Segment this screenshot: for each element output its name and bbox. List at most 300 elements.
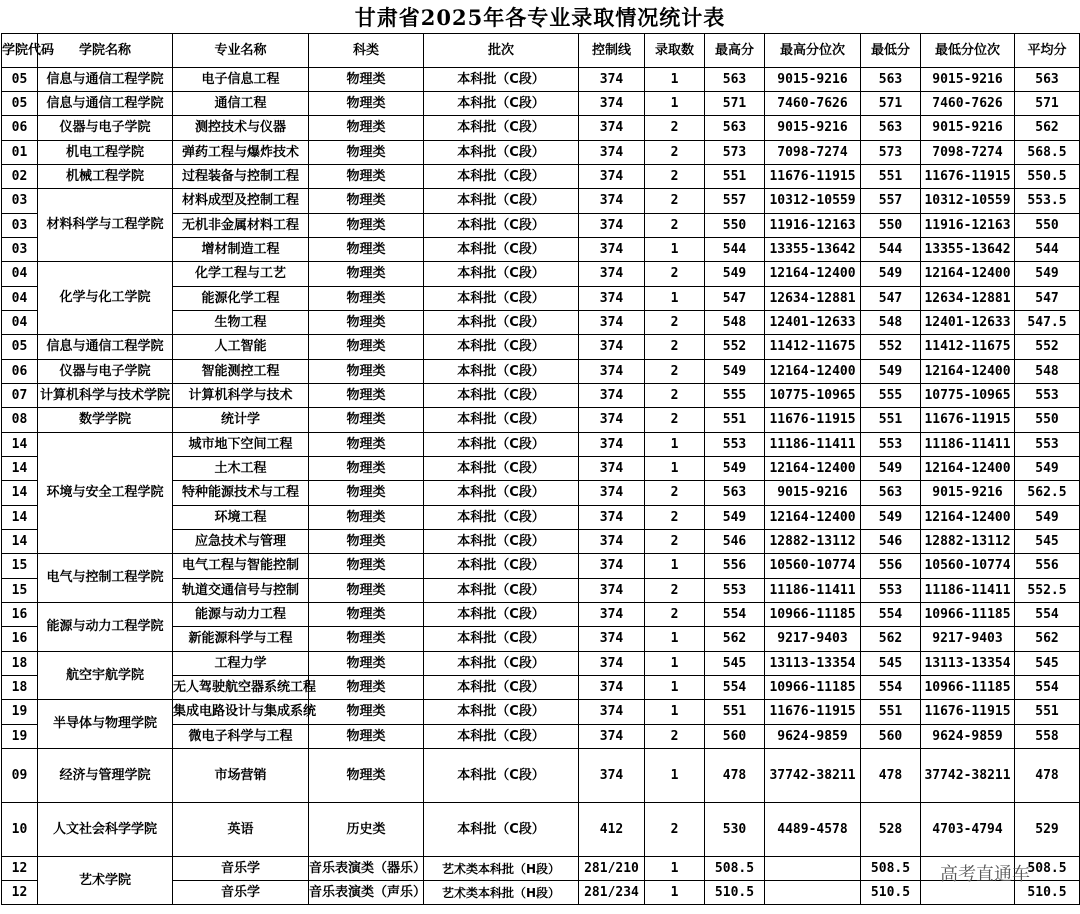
table-cell: 549 (1015, 457, 1080, 481)
table-cell: 音乐学 (173, 857, 309, 881)
table-cell: 549 (861, 262, 921, 287)
college-name-cell: 信息与通信工程学院 (38, 92, 173, 116)
table-row (2, 116, 1080, 141)
table-cell: 547 (1015, 287, 1080, 311)
column-header: 科类 (309, 34, 424, 68)
table-cell: 1 (645, 554, 705, 579)
table-cell: 物理类 (309, 481, 424, 506)
college-name-cell: 机械工程学院 (38, 165, 173, 189)
table-cell: 478 (1015, 749, 1080, 803)
table-cell: 374 (579, 408, 645, 433)
table-cell: 土木工程 (173, 457, 309, 481)
column-header: 学院代码 (2, 34, 38, 68)
table-cell: 05 (2, 68, 38, 92)
table-cell: 本科批（C段） (424, 238, 579, 262)
column-header: 专业名称 (173, 34, 309, 68)
table-cell: 10560-10774 (765, 554, 861, 579)
table-cell: 物理类 (309, 700, 424, 725)
table-cell: 551 (861, 700, 921, 725)
table-cell: 281/210 (579, 857, 645, 881)
table-cell: 10312-10559 (921, 189, 1015, 214)
college-name-cell: 半导体与物理学院 (38, 700, 173, 749)
table-cell: 13113-13354 (765, 652, 861, 676)
college-name-cell: 机电工程学院 (38, 141, 173, 165)
table-cell: 374 (579, 116, 645, 141)
table-cell: 374 (579, 627, 645, 652)
table-cell: 551 (705, 165, 765, 189)
table-cell: 物理类 (309, 408, 424, 433)
table-cell: 2 (645, 506, 705, 530)
table-cell: 374 (579, 481, 645, 506)
table-cell: 508.5 (705, 857, 765, 881)
column-header: 最高分位次 (765, 34, 861, 68)
table-cell: 特种能源技术与工程 (173, 481, 309, 506)
table-cell: 571 (861, 92, 921, 116)
table-cell: 本科批（C段） (424, 165, 579, 189)
table-cell: 1 (645, 881, 705, 905)
table-cell: 本科批（C段） (424, 189, 579, 214)
table-cell: 10966-11185 (921, 603, 1015, 627)
table-cell: 9217-9403 (921, 627, 1015, 652)
table-cell: 544 (705, 238, 765, 262)
table-cell (765, 857, 861, 881)
table-cell: 物理类 (309, 433, 424, 457)
watermark-text: 高考直通车 (940, 864, 1030, 885)
table-row (2, 360, 1080, 384)
table-cell: 374 (579, 92, 645, 116)
table-cell: 04 (2, 262, 38, 287)
table-cell: 478 (705, 749, 765, 803)
table-cell: 本科批（C段） (424, 116, 579, 141)
table-cell: 562 (1015, 116, 1080, 141)
table-cell: 547.5 (1015, 311, 1080, 335)
table-cell: 音乐表演类（声乐） (309, 881, 424, 905)
table-cell: 11186-11411 (765, 433, 861, 457)
table-cell: 374 (579, 579, 645, 603)
table-cell: 物理类 (309, 652, 424, 676)
table-cell: 568.5 (1015, 141, 1080, 165)
table-row (2, 857, 1080, 881)
table-cell: 物理类 (309, 141, 424, 165)
table-cell: 1 (645, 287, 705, 311)
table-cell: 14 (2, 530, 38, 554)
table-cell: 555 (861, 384, 921, 408)
table-cell: 材料成型及控制工程 (173, 189, 309, 214)
table-cell: 集成电路设计与集成系统 (173, 700, 309, 725)
table-cell: 12882-13112 (765, 530, 861, 554)
table-cell: 18 (2, 676, 38, 700)
table-cell: 562 (705, 627, 765, 652)
table-cell: 12164-12400 (765, 262, 861, 287)
table-cell: 11676-11915 (921, 165, 1015, 189)
table-cell: 04 (2, 311, 38, 335)
table-cell: 2 (645, 384, 705, 408)
table-cell: 374 (579, 165, 645, 189)
table-cell: 12 (2, 857, 38, 881)
table-cell: 9015-9216 (765, 68, 861, 92)
table-cell: 374 (579, 652, 645, 676)
table-cell (765, 881, 861, 905)
table-cell: 544 (861, 238, 921, 262)
table-cell: 10 (2, 803, 38, 857)
table-cell: 本科批（C段） (424, 579, 579, 603)
table-cell: 2 (645, 530, 705, 554)
table-cell: 本科批（C段） (424, 68, 579, 92)
table-cell: 人工智能 (173, 335, 309, 360)
table-cell: 12164-12400 (765, 360, 861, 384)
table-cell: 本科批（C段） (424, 360, 579, 384)
table-cell: 374 (579, 725, 645, 749)
table-cell: 571 (1015, 92, 1080, 116)
college-name-cell: 化学与化工学院 (38, 262, 173, 335)
table-row (2, 652, 1080, 676)
table-cell: 工程力学 (173, 652, 309, 676)
table-cell: 37742-38211 (765, 749, 861, 803)
table-cell: 19 (2, 700, 38, 725)
table-row (2, 433, 1080, 457)
table-row (2, 554, 1080, 579)
table-cell: 本科批（C段） (424, 506, 579, 530)
table-cell: 1 (645, 676, 705, 700)
table-cell: 374 (579, 214, 645, 238)
table-cell: 2 (645, 803, 705, 857)
table-cell: 11676-11915 (921, 408, 1015, 433)
table-cell: 508.5 (861, 857, 921, 881)
table-cell: 03 (2, 214, 38, 238)
table-cell: 06 (2, 116, 38, 141)
table-cell: 07 (2, 384, 38, 408)
admission-table (1, 33, 1080, 905)
table-cell: 12164-12400 (921, 506, 1015, 530)
table-cell: 1 (645, 700, 705, 725)
table-cell: 2 (645, 360, 705, 384)
table-cell: 1 (645, 457, 705, 481)
table-cell: 9624-9859 (765, 725, 861, 749)
table-cell: 9015-9216 (921, 481, 1015, 506)
table-cell: 544 (1015, 238, 1080, 262)
college-name-cell: 信息与通信工程学院 (38, 68, 173, 92)
table-cell: 市场营销 (173, 749, 309, 803)
column-header: 平均分 (1015, 34, 1080, 68)
table-cell: 12164-12400 (765, 457, 861, 481)
table-cell: 本科批（C段） (424, 481, 579, 506)
table-cell: 城市地下空间工程 (173, 433, 309, 457)
table-cell: 艺术类本科批（H段） (424, 881, 579, 905)
table-cell: 552 (1015, 335, 1080, 360)
table-cell: 应急技术与管理 (173, 530, 309, 554)
table-cell: 7460-7626 (921, 92, 1015, 116)
table-cell: 本科批（C段） (424, 335, 579, 360)
college-name-cell: 数学学院 (38, 408, 173, 433)
table-cell: 08 (2, 408, 38, 433)
table-cell: 本科批（C段） (424, 214, 579, 238)
table-cell: 物理类 (309, 116, 424, 141)
table-cell: 本科批（C段） (424, 530, 579, 554)
table-cell: 物理类 (309, 530, 424, 554)
table-cell: 11676-11915 (765, 165, 861, 189)
table-cell: 本科批（C段） (424, 311, 579, 335)
table-cell: 7460-7626 (765, 92, 861, 116)
table-row (2, 141, 1080, 165)
table-cell: 物理类 (309, 360, 424, 384)
table-cell: 12164-12400 (765, 506, 861, 530)
table-cell: 2 (645, 408, 705, 433)
table-cell: 2 (645, 725, 705, 749)
table-cell: 1 (645, 627, 705, 652)
table-row (2, 700, 1080, 725)
table-cell: 12634-12881 (921, 287, 1015, 311)
table-cell: 9015-9216 (921, 116, 1015, 141)
table-cell: 547 (705, 287, 765, 311)
table-cell: 16 (2, 603, 38, 627)
table-cell: 571 (705, 92, 765, 116)
table-cell: 本科批（C段） (424, 262, 579, 287)
table-cell: 412 (579, 803, 645, 857)
table-cell: 物理类 (309, 627, 424, 652)
table-row (2, 603, 1080, 627)
table-cell: 1 (645, 238, 705, 262)
table-cell: 物理类 (309, 189, 424, 214)
table-cell: 552 (861, 335, 921, 360)
table-cell: 13355-13642 (921, 238, 1015, 262)
table-cell: 物理类 (309, 68, 424, 92)
table-cell: 573 (705, 141, 765, 165)
table-cell: 物理类 (309, 579, 424, 603)
table-cell: 电子信息工程 (173, 68, 309, 92)
table-row (2, 68, 1080, 92)
table-cell: 物理类 (309, 262, 424, 287)
table-cell: 2 (645, 579, 705, 603)
table-cell: 10560-10774 (921, 554, 1015, 579)
table-cell: 1 (645, 857, 705, 881)
table-cell: 10966-11185 (765, 603, 861, 627)
table-cell: 12164-12400 (921, 360, 1015, 384)
table-cell: 547 (861, 287, 921, 311)
table-cell: 4489-4578 (765, 803, 861, 857)
table-cell: 过程装备与控制工程 (173, 165, 309, 189)
table-cell: 无机非金属材料工程 (173, 214, 309, 238)
table-cell: 物理类 (309, 603, 424, 627)
table-row (2, 408, 1080, 433)
table-cell: 2 (645, 165, 705, 189)
table-row (2, 189, 1080, 214)
table-cell: 553 (861, 433, 921, 457)
table-cell: 2 (645, 214, 705, 238)
college-name-cell: 能源与动力工程学院 (38, 603, 173, 652)
table-cell: 563 (705, 481, 765, 506)
table-cell: 11186-11411 (921, 433, 1015, 457)
table-cell: 563 (861, 116, 921, 141)
table-cell: 562 (1015, 627, 1080, 652)
table-cell: 545 (861, 652, 921, 676)
table-cell: 物理类 (309, 214, 424, 238)
table-cell: 物理类 (309, 92, 424, 116)
table-cell: 1 (645, 92, 705, 116)
table-cell: 04 (2, 287, 38, 311)
table-cell: 563 (705, 116, 765, 141)
table-cell: 560 (705, 725, 765, 749)
table-cell: 374 (579, 189, 645, 214)
table-cell: 10966-11185 (765, 676, 861, 700)
table-cell: 1 (645, 433, 705, 457)
table-cell: 374 (579, 262, 645, 287)
college-name-cell: 信息与通信工程学院 (38, 335, 173, 360)
table-cell: 本科批（C段） (424, 652, 579, 676)
table-cell: 电气工程与智能控制 (173, 554, 309, 579)
column-header: 最低分位次 (921, 34, 1015, 68)
table-cell: 11186-11411 (921, 579, 1015, 603)
college-name-cell: 人文社会科学学院 (38, 803, 173, 857)
table-cell: 12 (2, 881, 38, 905)
table-cell: 10775-10965 (921, 384, 1015, 408)
table-cell: 548 (1015, 360, 1080, 384)
table-cell: 529 (1015, 803, 1080, 857)
table-cell: 微电子科学与工程 (173, 725, 309, 749)
table-cell: 11186-11411 (765, 579, 861, 603)
table-cell: 12164-12400 (921, 262, 1015, 287)
column-header: 学院名称 (38, 34, 173, 68)
table-cell: 物理类 (309, 676, 424, 700)
table-cell: 11916-12163 (765, 214, 861, 238)
table-cell: 统计学 (173, 408, 309, 433)
table-cell: 552 (705, 335, 765, 360)
table-cell: 1 (645, 749, 705, 803)
table-cell: 37742-38211 (921, 749, 1015, 803)
table-cell: 510.5 (705, 881, 765, 905)
table-cell: 11412-11675 (765, 335, 861, 360)
table-cell: 508.5 (1015, 857, 1080, 881)
table-cell: 03 (2, 189, 38, 214)
table-cell: 9217-9403 (765, 627, 861, 652)
table-cell: 轨道交通信号与控制 (173, 579, 309, 603)
table-cell: 本科批（C段） (424, 803, 579, 857)
table-cell: 2 (645, 141, 705, 165)
table-cell: 10966-11185 (921, 676, 1015, 700)
table-cell: 05 (2, 335, 38, 360)
table-cell: 548 (705, 311, 765, 335)
table-cell: 549 (1015, 506, 1080, 530)
table-cell: 音乐学 (173, 881, 309, 905)
table-cell: 563 (861, 481, 921, 506)
table-row (2, 335, 1080, 360)
table-cell: 545 (705, 652, 765, 676)
table-cell: 物理类 (309, 384, 424, 408)
table-cell: 14 (2, 506, 38, 530)
page-title: 甘肃省2025年各专业录取情况统计表 (354, 5, 726, 30)
table-cell: 549 (705, 506, 765, 530)
table-cell: 历史类 (309, 803, 424, 857)
table-cell: 557 (705, 189, 765, 214)
table-cell: 新能源科学与工程 (173, 627, 309, 652)
table-cell: 通信工程 (173, 92, 309, 116)
college-name-cell: 材料科学与工程学院 (38, 189, 173, 262)
table-cell: 554 (705, 603, 765, 627)
table-cell: 14 (2, 457, 38, 481)
table-cell: 551 (861, 408, 921, 433)
college-name-cell: 仪器与电子学院 (38, 360, 173, 384)
table-cell: 9015-9216 (765, 116, 861, 141)
table-cell: 物理类 (309, 554, 424, 579)
table-row (2, 803, 1080, 857)
column-header: 录取数 (645, 34, 705, 68)
table-cell: 553 (705, 433, 765, 457)
table-cell: 11676-11915 (921, 700, 1015, 725)
table-cell: 554 (705, 676, 765, 700)
table-cell: 374 (579, 457, 645, 481)
table-cell: 本科批（C段） (424, 603, 579, 627)
table-cell: 374 (579, 554, 645, 579)
table-cell: 15 (2, 554, 38, 579)
table-cell: 09 (2, 749, 38, 803)
table-cell: 物理类 (309, 165, 424, 189)
table-cell: 545 (1015, 530, 1080, 554)
table-cell: 14 (2, 433, 38, 457)
table-cell: 本科批（C段） (424, 554, 579, 579)
column-header: 最低分 (861, 34, 921, 68)
table-cell: 物理类 (309, 725, 424, 749)
table-cell: 553.5 (1015, 189, 1080, 214)
table-cell: 本科批（C段） (424, 676, 579, 700)
table-cell: 19 (2, 725, 38, 749)
table-cell: 2 (645, 311, 705, 335)
table-cell: 生物工程 (173, 311, 309, 335)
table-cell: 环境工程 (173, 506, 309, 530)
table-cell: 551 (1015, 700, 1080, 725)
table-cell: 573 (861, 141, 921, 165)
table-cell: 03 (2, 238, 38, 262)
table-cell: 10775-10965 (765, 384, 861, 408)
college-name-cell: 环境与安全工程学院 (38, 433, 173, 554)
table-cell: 11676-11915 (765, 700, 861, 725)
table-cell: 374 (579, 335, 645, 360)
table-cell: 374 (579, 433, 645, 457)
table-cell: 本科批（C段） (424, 725, 579, 749)
table-cell: 374 (579, 68, 645, 92)
table-cell: 545 (1015, 652, 1080, 676)
table-cell: 2 (645, 116, 705, 141)
table-cell: 553 (861, 579, 921, 603)
table-cell: 增材制造工程 (173, 238, 309, 262)
table-cell: 2 (645, 189, 705, 214)
table-cell: 562 (861, 627, 921, 652)
table-cell: 374 (579, 700, 645, 725)
table-cell: 9015-9216 (765, 481, 861, 506)
table-cell: 374 (579, 360, 645, 384)
table-cell: 12164-12400 (921, 457, 1015, 481)
table-cell: 563 (1015, 68, 1080, 92)
table-cell: 1 (645, 652, 705, 676)
table-cell: 12882-13112 (921, 530, 1015, 554)
table-cell: 本科批（C段） (424, 384, 579, 408)
table-cell: 02 (2, 165, 38, 189)
table-cell: 本科批（C段） (424, 749, 579, 803)
table-cell: 556 (1015, 554, 1080, 579)
table-cell: 2 (645, 335, 705, 360)
table-cell: 英语 (173, 803, 309, 857)
table-cell: 7098-7274 (921, 141, 1015, 165)
table-cell: 本科批（C段） (424, 408, 579, 433)
table-cell: 549 (1015, 262, 1080, 287)
table-cell: 06 (2, 360, 38, 384)
table-cell: 11676-11915 (765, 408, 861, 433)
table-cell: 物理类 (309, 335, 424, 360)
table-cell: 物理类 (309, 238, 424, 262)
column-header: 最高分 (705, 34, 765, 68)
table-cell: 374 (579, 141, 645, 165)
table-cell: 智能测控工程 (173, 360, 309, 384)
table-cell: 物理类 (309, 457, 424, 481)
table-cell: 546 (861, 530, 921, 554)
